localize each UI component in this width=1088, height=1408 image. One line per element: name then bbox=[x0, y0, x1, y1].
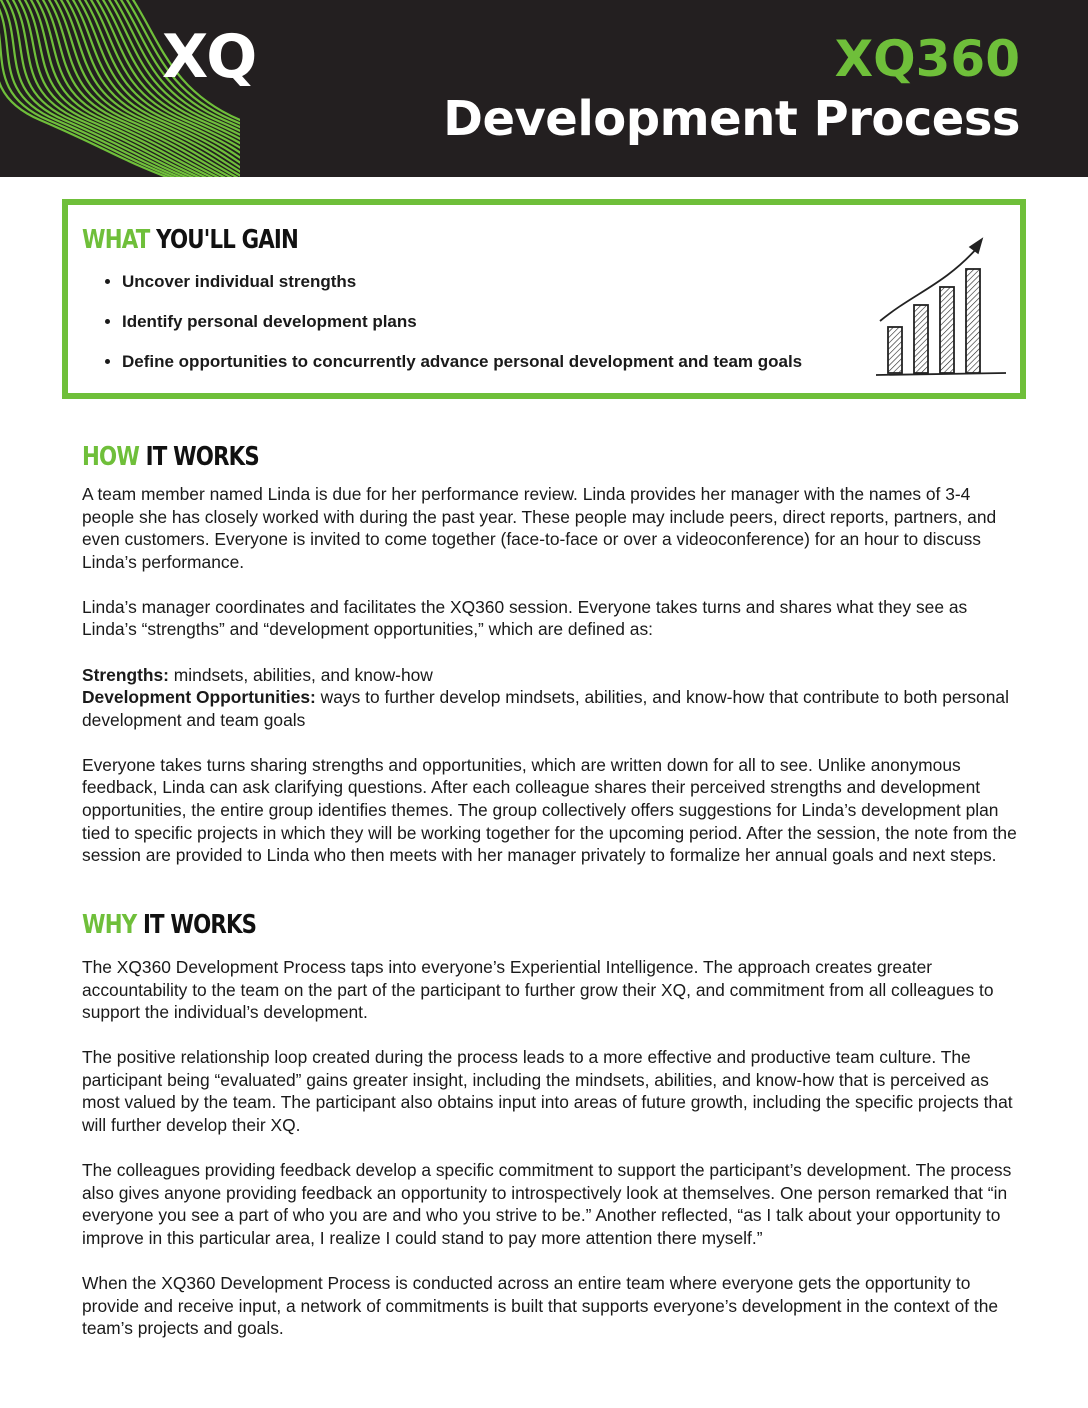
title-xq360: XQ360 bbox=[834, 30, 1020, 88]
strengths-label: Strengths: bbox=[82, 664, 169, 685]
why-heading-accent: WHY bbox=[82, 910, 137, 940]
why-paragraph-4: When the XQ360 Development Process is conducted across an entire team where everyone gets the opportunity to provide and receive input, a network of commitments is built that supports everyone’s development in the context of the team’s projects and goals. bbox=[82, 1273, 999, 1339]
page-header bbox=[0, 0, 1088, 177]
gain-item: • Define opportunities to concurrently advance personal development and team goals bbox=[122, 351, 802, 373]
why-heading-rest: IT WORKS bbox=[142, 910, 257, 940]
gain-heading-accent: WHAT bbox=[82, 225, 150, 255]
why-it-works-heading bbox=[82, 910, 853, 940]
xq-logo: XQ bbox=[162, 22, 256, 92]
strengths-definition bbox=[82, 664, 1022, 687]
development-opportunities-definition bbox=[82, 686, 1022, 731]
how-it-works-body bbox=[82, 483, 1022, 889]
how-paragraph-3: Everyone takes turns sharing strengths and opportunities, which are written down for all to see. Unlike anonymous feedback, Linda can ask clarifying questions. After each colleague shares their perceived strengths and development opportunities, the entire group identifies themes. The group collectively offers suggestions for Linda’s development plan tied to specific projects in which they will be working together for the upcoming period. After the session, the note from the session are provided to Linda who then meets with her manager privately to formalize her annual goals and next steps. bbox=[82, 754, 1017, 866]
strengths-text: mindsets, abilities, and know-how bbox=[168, 664, 433, 685]
gain-heading-rest: YOU'LL GAIN bbox=[156, 225, 299, 255]
why-paragraph-1: The XQ360 Development Process taps into everyone’s Experiential Intelligence. The approach creates greater accountability to the team on the part of the participant to further grow their XQ, and commitment from all colleagues to support the individual’s development. bbox=[82, 957, 994, 1023]
gain-item: • Uncover individual strengths bbox=[122, 271, 802, 293]
why-paragraph-3: The colleagues providing feedback develop a specific commitment to support the participant’s development. The process also gives anyone providing feedback an opportunity to introspectively look at themselves. One person remarked that “in everyone you see a part of who you are and who you strive to be.” Another reflected, “as I talk about your opportunity to improve in this particular area, I realize I could stand to pay more attention there myself.” bbox=[82, 1160, 1012, 1248]
gain-item: • Identify personal development plans bbox=[122, 311, 802, 333]
development-opportunities-label: Development Opportunities: bbox=[82, 687, 316, 708]
definitions bbox=[82, 664, 1022, 732]
how-heading-accent: HOW bbox=[82, 442, 140, 472]
gain-list bbox=[102, 271, 802, 391]
title-development-process: Development Process bbox=[443, 91, 1020, 147]
how-heading-rest: IT WORKS bbox=[145, 442, 259, 472]
how-paragraph-2: Linda’s manager coordinates and facilitates the XQ360 session. Everyone takes turns and shares what they see as Linda’s “strengths” and “development opportunities,” which are defined as: bbox=[82, 596, 968, 640]
gain-heading bbox=[82, 225, 298, 255]
why-paragraph-2: The positive relationship loop created during the process leads to a more effective and productive team culture. The participant being “evaluated” gains greater insight, including the mindsets, abilities, and know-how that is perceived as most valued by the team. The participant also obtains input into areas of future growth, including the specific projects that will further develop their XQ. bbox=[82, 1047, 1013, 1136]
why-it-works-body bbox=[82, 956, 1022, 1362]
what-youll-gain-box bbox=[62, 199, 1026, 399]
development-opportunities-text: ways to further develop mindsets, abilities, and know-how that contribute to both personal development and team goals bbox=[82, 687, 1009, 730]
growth-chart-icon bbox=[874, 233, 1010, 379]
how-it-works-heading bbox=[82, 442, 853, 472]
how-paragraph-1: A team member named Linda is due for her performance review. Linda provides her manager with the names of 3-4 people she has closely worked with during the past year. These people may include peers, direct reports, partners, and even customers. Everyone is invited to come together (face-to-face or over a videoconference) for an hour to discuss Linda’s performance. bbox=[82, 484, 997, 572]
